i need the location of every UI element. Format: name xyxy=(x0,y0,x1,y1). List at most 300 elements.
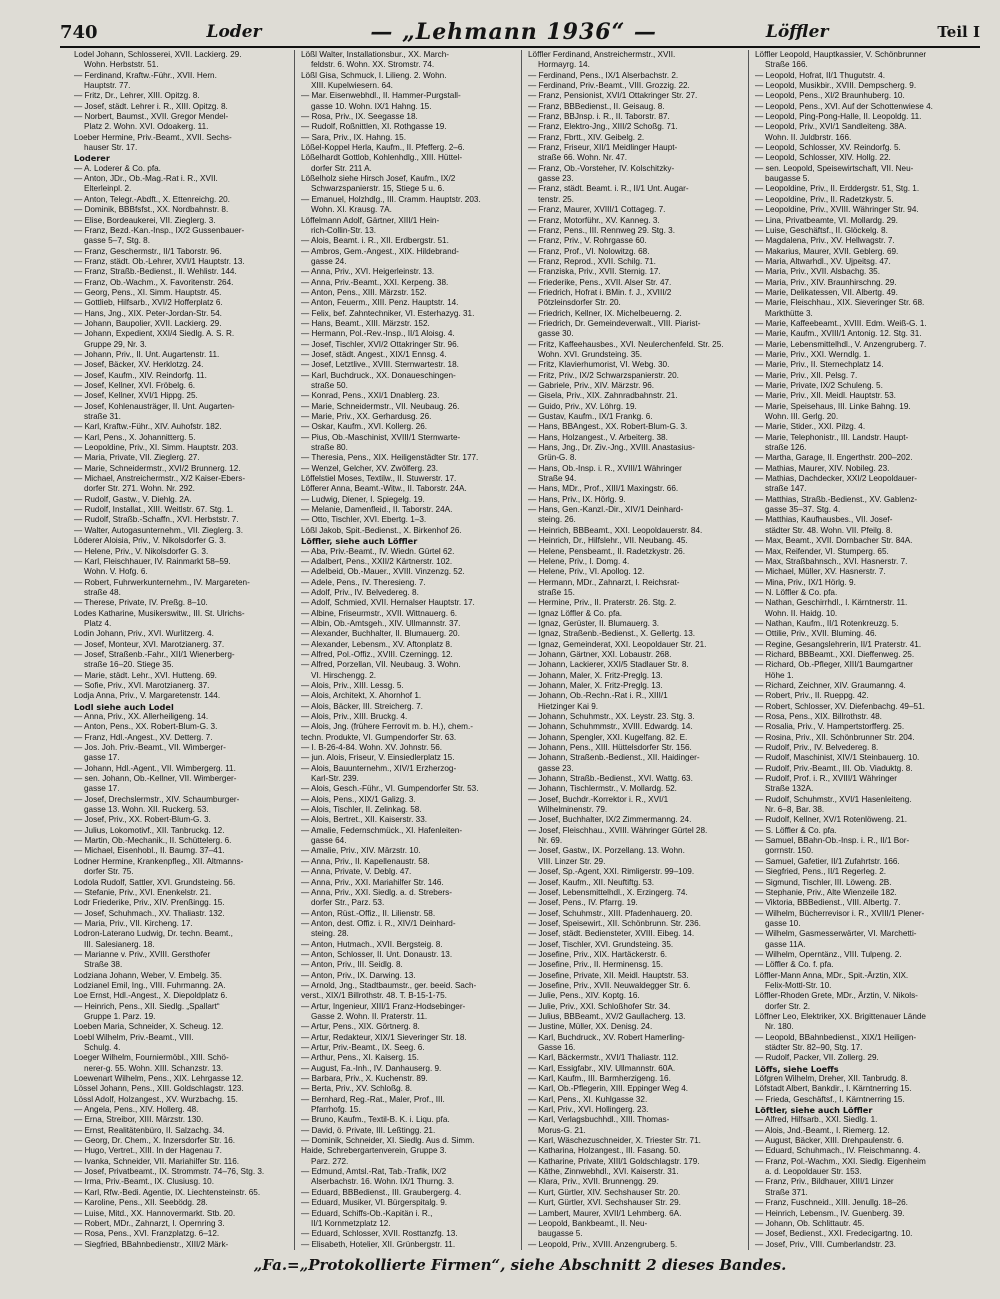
directory-entry-line: — Rudolf, Prof. i. R., XVIII/1 Währinger xyxy=(755,774,897,784)
directory-entry-line: Löderer Aloisia, Priv., V. Nikolsdorfer G. 3. xyxy=(74,536,226,546)
directory-entry-line: — Pius, Ob.-Maschinist, XVIII/1 Sternwarte- xyxy=(301,432,461,442)
directory-entry-line: — Marie, Kaufm., XVIII/1 Antonig. 12. Stg. 31. xyxy=(755,329,922,339)
directory-entry-line: — Leopold, Bankbeamt., II. Neu- xyxy=(528,1218,648,1228)
directory-entry-line: — Viktoria, BBBedienst., VIII. Albertg. 7. xyxy=(755,898,901,908)
directory-entry-line: — Josef, Straßenb.-Fahr., XII/1 Wienerberg- xyxy=(74,649,235,659)
directory-entry-line: — Max, Beamt., XVII. Dornbacher Str. 84A. xyxy=(755,536,913,546)
directory-entry-line: — Leopold, Priv., XVI/1 Sandleiteng. 38A. xyxy=(755,122,907,132)
directory-entry-line: — Alois, Priv., XIII. Bruckg. 4. xyxy=(301,712,408,721)
directory-entry-line: — Konrad, Pens., XXI/1 Dnablerg. 23. xyxy=(301,391,440,401)
directory-entry-line: — Josef, Letztlive., XVIII. Sternwartestr. 18. xyxy=(301,360,459,370)
directory-entry-line: — Irma, Priv.-Beamt., IX. Clusiusg. 10. xyxy=(74,1177,214,1187)
directory-entry-line: — Richard, Ob.-Pfleger, XIII/1 Baumgartner xyxy=(755,660,913,670)
directory-entry-line: — Löffler & Co. f. pfa. xyxy=(755,960,834,970)
directory-entry-line: Straße 94. xyxy=(538,474,577,484)
directory-entry-line: — Josef, Gastw., IX. Porzellang. 13. Wohn. xyxy=(528,846,685,856)
directory-entry-line: — Karl, Kraftw.-Führ., XIV. Auhofstr. 182. xyxy=(74,422,222,432)
directory-entry-line: — Nathan, Geschirrhdl., I. Kärntnerstr. 11. xyxy=(755,598,908,608)
directory-entry-line: — Robert, Priv., II. Rueppg. 42. xyxy=(755,691,869,701)
directory-entry-line: Wilhelminenstr. 79. xyxy=(538,805,608,815)
directory-entry-line: — Matthias, Straßb.-Bedienst., XV. Gablenz- xyxy=(755,494,918,504)
directory-entry-line: gasse 5–7, Stg. 8. xyxy=(84,236,150,246)
directory-entry-line: — Alois, Jng. (frühere Ferrovit m. b. H.), chem.- xyxy=(301,722,473,732)
directory-entry-line: — Franz, Bezd.-Kan.-Insp., IX/2 Gussenbauer- xyxy=(74,225,245,235)
directory-entry-line: Löfgren Wilhelm, Dreher, XII. Tanbrudg. 8. xyxy=(755,1074,908,1084)
directory-entry-line: — Rudolf, Installat., XIII. Weitlstr. 67. Stg. 1. xyxy=(74,505,234,515)
directory-entry-line: — Rosa, Pens., XVI. Franzplatzg. 6–12. xyxy=(74,1229,220,1239)
directory-entry-line: — Gisela, Priv., XIX. Zahnradbahnstr. 21. xyxy=(528,391,678,401)
directory-entry-line: — Karl, Verlagsbuchhdl., XIII. Thomas- xyxy=(528,1115,670,1125)
directory-entry-line: — Josef, Kellner, XVI/1 Hippg. 25. xyxy=(74,391,198,401)
directory-entry-line: straße 31. xyxy=(84,412,121,422)
directory-entry-line: hauser Str. 17. xyxy=(84,143,138,153)
directory-entry-line: — Helene, Pensbeamt., II. Radetzkystr. 26. xyxy=(528,546,686,556)
directory-entry-line: — Sara, Priv., IX. Hahng. 15. xyxy=(301,132,406,142)
directory-entry-line: — Josef, Priv., VIII. Cumberlandstr. 23. xyxy=(755,1239,896,1249)
directory-entry-line: — Josef, Kellner, XVI. Fröbelg. 6. xyxy=(74,381,196,390)
directory-entry-line: — Anton, Priv., IX. Darwing. 13. xyxy=(301,970,416,980)
directory-entry-line: — Ottilie, Priv., XVII. Bluming. 46. xyxy=(755,629,877,639)
directory-entry-line: — Adolf, Schmied, XVII. Hernalser Hauptstr. 17. xyxy=(301,598,475,608)
directory-entry-line: — Regine, Gesangslehrerin, II/1 Praterstr. 41. xyxy=(755,639,922,649)
directory-entry-line: — Hans, BBAngest., XX. Robert-Blum-G. 3. xyxy=(528,422,688,432)
directory-entry-line: — Anna, Private, V. Deblg. 47. xyxy=(301,867,412,877)
directory-entry-line: Lodziana Johann, Weber, V. Embelg. 35. xyxy=(74,970,222,980)
directory-entry-line: — Magdalena, Priv., XV. Hellwagstr. 7. xyxy=(755,236,895,246)
directory-entry-line: Loebl Wilhelm, Priv.-Beamt., VIII. xyxy=(74,1032,194,1042)
directory-entry-line: Wohn. Herbststr. 51. xyxy=(84,60,159,70)
directory-entry-line: a. d. Leopoldauer Str. 153. xyxy=(765,1167,862,1177)
directory-entry-line: Wohn. II. Juldbrstr. 166. xyxy=(765,132,852,142)
directory-entry-line: — Leopoldine, Priv., XVIII. Währinger Str. 94. xyxy=(755,205,919,215)
directory-entry-line: — Franz, Motorführ., XV. Kanneg. 3. xyxy=(528,215,660,225)
directory-entry-line: gasse 64. xyxy=(311,836,347,846)
directory-entry-line: gasse 35–37. Stg. 4. xyxy=(765,505,841,515)
directory-entry-line: — Karl, Essigfabr., XIV. Ullmannstr. 60A. xyxy=(528,1063,676,1073)
directory-entry-line: — Samuel, Gafetier, II/1 Zufahrtstr. 166. xyxy=(755,856,900,866)
directory-entry-line: städter Str. 82–90, Stg. 17. xyxy=(765,1043,863,1052)
directory-entry-line: — Siegfried, BBahnbedienstr., XIII/2 Märk- xyxy=(74,1239,229,1249)
directory-entry-line: — Josef, Fleischhau., XVIII. Währinger Gürtel 28. xyxy=(528,825,708,835)
directory-entry-line: Lodes Katharine, Musikerswitw., III. St. Ulrichs- xyxy=(74,608,245,618)
directory-entry-line: — Hans, Beamt., XIII. Märzstr. 152. xyxy=(301,318,430,328)
directory-entry-line: Gasse 16. xyxy=(538,1043,576,1052)
directory-entry-line: — Franz, Hdl.-Angest., XV. Detterg. 7. xyxy=(74,732,213,742)
directory-entry-line: — Ignaz, Straßenb.-Bedienst., X. Gellertg. 13. xyxy=(528,629,696,639)
directory-entry-line: — Adolf, Priv., IV. Belvedereg. 8. xyxy=(301,587,419,597)
column-1 xyxy=(74,50,295,1250)
directory-entry-line: — Hans, Holzangest., V. Arbeiterg. 38. xyxy=(528,432,668,442)
directory-entry-line: — Alois, Gesch.-Führ., VI. Gumpendorfer Str. 53. xyxy=(301,784,479,794)
directory-entry-line: — Marie, Schneidermstr., XVI/2 Brunnerg. 12. xyxy=(74,463,241,473)
directory-entry-line: gasse 13. Wohn. XII. Ruckerg. 53. xyxy=(84,805,209,815)
directory-entry-line: dorfer Str., Parz. 53. xyxy=(311,898,385,908)
directory-entry-line: Loeger Wilhelm, Fourniermöbl., XIII. Schö- xyxy=(74,1053,229,1063)
directory-entry-line: — Marie, Kaffeebeamt., XVIII. Edm. Weiß-G. 1. xyxy=(755,318,927,328)
directory-entry-line: III. Salesianerg. 18. xyxy=(84,939,155,949)
directory-entry-line: dorfer Str. 211 A. xyxy=(311,163,372,173)
directory-entry-line: — sen. Johann, Ob.-Kellner, VII. Wimberger- xyxy=(74,774,237,784)
directory-entry-line: — Josef, Lebensmittelhdl., X. Erzingerg. 74. xyxy=(528,887,688,897)
directory-entry-line: — Ludwig, Diener, I. Spiegelg. 19. xyxy=(301,494,425,504)
directory-entry-line: — Josef, Buchhalter, IX/2 Zimmermanng. 24. xyxy=(528,815,692,825)
directory-entry-line: — Felix, bef. Zahntechniker, VI. Esterhazyg. 31. xyxy=(301,308,475,318)
directory-entry-line: Nr. 69. xyxy=(538,836,563,846)
directory-entry-line: — Ferdinand, Pens., IX/1 Alserbachstr. 2. xyxy=(528,70,679,80)
directory-entry-line: — Adelbeid, Ob.-Mauer., XVIII. Vinzenzg. 52. xyxy=(301,567,465,577)
directory-entry-line: Lößl Gisa, Schmuck, I. Lilieng. 2. Wohn. xyxy=(301,70,447,80)
directory-entry-line: — Karl, Wäschezuschneider, X. Triester Str. 71. xyxy=(528,1136,701,1146)
directory-entry-line: — Franz, Pens., III. Rennweg 29. Stg. 3. xyxy=(528,225,675,235)
directory-entry-line: — Marie, Priv., XXI. Werndlg. 1. xyxy=(755,349,871,359)
directory-entry-line: straße 48. xyxy=(84,587,121,597)
directory-entry-line: — Karl, Priv., XVI. Hollingerg. 23. xyxy=(528,1105,649,1115)
directory-entry-line: Lößel-Koppel Herla, Kaufm., II. Pfefferg. 2–6. xyxy=(301,143,465,153)
directory-entry-line: — Josefine, Priv., XIX. Hartäckerstr. 6. xyxy=(528,949,668,959)
directory-entry-line: — Karl, Pens., XI. Kuhlgasse 32. xyxy=(528,1094,648,1104)
directory-entry-line: — Hermine, Priv., II. Praterstr. 26. Stg. 2. xyxy=(528,598,677,608)
directory-entry-line: gasse 17. xyxy=(84,784,120,794)
directory-entry-line: Lodola Rudolf, Sattler, XVI. Grundsteing. 56. xyxy=(74,877,236,887)
directory-entry-line: — N. Löffler & Co. pfa. xyxy=(755,587,838,597)
directory-entry-line: — Robert, Fuhrwerkunternehm., IV. Margareten- xyxy=(74,577,250,587)
directory-entry-line: — Bernhard, Reg.-Rat., Maler, Prof., III. xyxy=(301,1094,445,1104)
directory-entry-line: Wohn. V. Hofg. 6. xyxy=(84,567,148,577)
directory-entry-line: — Heinrich, BBBeamt., XXI. Leopoldauerstr. 84. xyxy=(528,525,703,535)
directory-entry-line: XIII. Kupelwiesern. 64. xyxy=(311,81,393,91)
directory-entry-line: — Rudolf, Packer, VII. Zollerg. 29. xyxy=(755,1053,879,1063)
directory-entry-line: — Ivanka, Schneider, VII. Mariahilfer Str. 116. xyxy=(74,1156,240,1166)
directory-entry-line: — Johann, Pens., XIII. Hüttelsdorfer Str. 156. xyxy=(528,743,692,753)
directory-entry-line: — Eduard, Schiffs-Ob.-Kapitän i. R., xyxy=(301,1208,433,1218)
directory-entry-line: Gruppe 29, Nr. 3. xyxy=(84,339,147,349)
directory-entry-line: Wohn. III. Gerlg. 20. xyxy=(765,412,839,422)
directory-entry-line: Lodja Anna, Priv., V. Margaretenstr. 144. xyxy=(74,691,221,701)
directory-entry-line: — Dominik, BBBfsfst., XX. Nordbahnstr. 8. xyxy=(74,205,229,215)
directory-entry-line: straße 66. Wohn. Nr. 47. xyxy=(538,153,628,163)
directory-entry-line: — Anton, Rüst.-Offiz., II. Lilienstr. 58. xyxy=(301,908,436,918)
directory-entry-line: — Samuel, BBahn-Ob.-Insp. i. R., II/1 Bor- xyxy=(755,836,910,846)
directory-entry-line: Markthütte 3. xyxy=(765,308,813,318)
directory-entry-line: — Anna, Priv., II. Kapellenaustr. 58. xyxy=(301,856,430,866)
directory-entry-line: — Siegfried, Pens., II/1 Regerleg. 2. xyxy=(755,867,887,877)
directory-entry-line: — Josef, Kaufm., XII. Neuftiftg. 53. xyxy=(528,877,655,887)
directory-entry-line: — David, ö. Private, III. Leßtingg. 21. xyxy=(301,1125,436,1135)
directory-entry-line: — Karoline, Pens., XII. Seebödg. 28. xyxy=(74,1198,208,1208)
directory-entry-line: Felix-Mottl-Str. 10. xyxy=(765,980,832,990)
directory-entry-line: — Josef, städt. Angest., XIX/1 Ennsg. 4. xyxy=(301,349,447,359)
directory-entry-line: — S. Löffler & Co. pfa. xyxy=(755,825,837,835)
directory-entry-line: — Alois, Priv., XIII. Lessg. 5. xyxy=(301,680,404,690)
directory-entry-line: — Georg, Pens., XI. Simm. Hauptstr. 45. xyxy=(74,287,222,297)
directory-entry-line: — Johann, Straßenb.-Bedienst., XII. Haidinger- xyxy=(528,753,700,763)
directory-entry-line: Lodzianel Emil, Ing., VIII. Fuhrmanng. 2A. xyxy=(74,980,226,990)
directory-entry-line: — Alfred, Hilfsarb., XXI. Siedlg. 1. xyxy=(755,1115,878,1125)
directory-entry-line: — Julius, BBBeamt., XV/2 Gaullacherg. 13. xyxy=(528,1011,686,1021)
directory-entry-line: gorrnstr. 150. xyxy=(765,846,814,856)
directory-entry-line: — Johann, Hdl.-Agent., VII. Wimbergerg. 11. xyxy=(74,763,236,773)
directory-entry-line: — Johann, Ob.-Rechn.-Rat i. R., XIII/1 xyxy=(528,691,668,701)
directory-entry-line: — Ferdinand, Priv.-Beamt., VIII. Grozzig. 22. xyxy=(528,81,690,91)
directory-entry-line: — Marie, Priv., XII. Meidl. Hauptstr. 53. xyxy=(755,391,896,401)
directory-entry-line: — Marie, Schneidermstr., VII. Neubaug. 26. xyxy=(301,401,460,411)
directory-entry-line: — Anna, Priv., XX. Allerheiligeng. 14. xyxy=(74,712,209,721)
directory-entry-line: — Elise, Bordeaukerei, VII. Zieglerg. 3. xyxy=(74,215,216,225)
directory-entry-line: — Heinrich, Pens., XII. Siedlg. „Spallart“ xyxy=(74,1001,220,1011)
directory-entry-line: — Franz, BBJnsp. i. R., II. Taborstr. 87. xyxy=(528,112,670,122)
directory-entry-line: — August, Fa.-Inh., IV. Danhauserg. 9. xyxy=(301,1063,442,1073)
directory-entry-line: — Karl, Buchdruck., XV. Robert Hamerling- xyxy=(528,1032,685,1042)
directory-entry-line: — Eduard, Schlosser, XVII. Rosttanzfg. 13. xyxy=(301,1229,458,1239)
column-2 xyxy=(301,50,522,1250)
directory-entry-line: — Adalbert, Pens., XXII/2 Kärtnerstr. 102. xyxy=(301,556,453,566)
directory-entry-line: — Josef, Tischler, XVI/2 Ottakringer Str. 96. xyxy=(301,339,459,349)
directory-entry-line: — Amalie, Priv., XIV. Märzstr. 10. xyxy=(301,846,421,856)
directory-entry-line: Lössel Johann, Pens., XIII. Goldschlagstr. 123. xyxy=(74,1084,244,1094)
directory-entry-line: — Matthias, Kaufhausbes., VII. Josef- xyxy=(755,515,893,525)
directory-entry-line: — Leopold, Hofrat, II/1 Thugutstr. 4. xyxy=(755,70,886,80)
directory-entry-line: — Maria, Priv., VII. Kircheng. 17. xyxy=(74,918,193,928)
directory-entry-line: — Artur, Pens., XIX. Görtnerg. 8. xyxy=(301,1022,420,1032)
directory-entry-line: — Franz, Friseur, XII/1 Meidlinger Haupt- xyxy=(528,143,678,153)
directory-entry-line: Elterleinpl. 2. xyxy=(84,184,132,194)
directory-entry-line: — Marie, Priv., XII. Pelsg. 7. xyxy=(755,370,858,380)
directory-entry-line: — Alexander, Lebensm., XV. Aftonplatz 8. xyxy=(301,639,453,649)
directory-entry-line: Morus-G. 21. xyxy=(538,1125,586,1135)
directory-entry-line: gasse 30. xyxy=(538,329,574,339)
directory-entry-line: — Johann, Schuhmmstr., XVIII. Edwardg. 14. xyxy=(528,722,693,732)
directory-entry-line: Löffler-Mann Anna, MDr., Spit.-Ärztin, XIX. xyxy=(755,970,909,980)
directory-entry-line: — Makarius, Maurer, XVII. Geblerg. 69. xyxy=(755,246,899,256)
directory-entry-line: Straße 166. xyxy=(765,60,808,70)
directory-entry-line: — Karl, Pens., X. Johannitterg. 5. xyxy=(74,432,196,442)
directory-entry-line: tenstr. 25. xyxy=(538,194,574,204)
directory-entry-line: Karl-Str. 239. xyxy=(311,774,359,784)
directory-entry-line: — Hans, MDr., Prof., XIII/1 Maxingstr. 66. xyxy=(528,484,679,494)
directory-entry-line: — Helene, Priv., VI. Apollog. 12. xyxy=(528,567,645,577)
directory-entry-line: — Walter, Autogasunternehm., VII. Zieglerg. 3. xyxy=(74,525,243,535)
directory-entry-line: — Johann, Baupolier, XVII. Lackierg. 29. xyxy=(74,318,222,328)
directory-entry-line: — Karl, Rfw.-Bedi. Agentie, IX. Liechtensteinstr. 65. xyxy=(74,1187,261,1197)
directory-entry-line: — Josef, städt. Lehrer i. R., XIII. Opitzg. 8. xyxy=(74,101,228,111)
directory-entry-line: — Alois, Pens., XIX/1 Galizg. 3. xyxy=(301,794,416,804)
directory-entry-line: — Marie, Priv., II. Sternechplatz 14. xyxy=(755,360,884,370)
directory-entry-line: — Franz, Geschermstr., II/1 Taborstr. 96. xyxy=(74,246,222,256)
directory-entry-line: Hietzinger Kai 9. xyxy=(538,701,599,711)
directory-entry-line: Loe Ernst, Hdl.-Angest., X. Diepoldplatz 6. xyxy=(74,991,228,1001)
directory-entry-line: — Friedrich, Dr. Gemeindeverwalt., VIII. Piarist- xyxy=(528,318,701,328)
part-label: Teil I xyxy=(937,23,980,41)
directory-entry-line: — Oskar, Kaufm., XVI. Kollerg. 26. xyxy=(301,422,428,432)
directory-entry-line: — Johann, Expedient, XXI/4 Siedlg. A. S. R. xyxy=(74,329,235,339)
directory-entry-line: — Anna, Priv., XVI. Heigerleinstr. 13. xyxy=(301,267,435,277)
directory-entry-line: — Karl, Ob.-Pflegerin, XIII. Eppinger Weg 4. xyxy=(528,1084,689,1094)
directory-entry-line: — Fritz, Klavierhumorist, VI. Webg. 30. xyxy=(528,360,670,370)
directory-entry-line: VI. Hirschengg. 2. xyxy=(311,670,377,680)
directory-entry-line: — Eduard, Schuhmach., IV. Fleischmanng. 4. xyxy=(755,1146,921,1156)
directory-entry-line: Löffelmann Adolf, Gärtner, XIII/1 Hein- xyxy=(301,215,440,225)
directory-entry-line: — Karl, Kaufm., III. Barmherzigeng. 16. xyxy=(528,1074,671,1084)
directory-entry-line: städter Str. 48. Wohn. VII. Pfeilg. 8. xyxy=(765,525,893,535)
directory-entry-line: — Max, Reifender, VI. Stumperg. 65. xyxy=(755,546,889,556)
directory-entry-line: — Mathias, Dachdecker, XXI/2 Leopoldauer- xyxy=(755,474,918,484)
directory-entry-line: — Johann, Tischlermstr., V. Mollardg. 52. xyxy=(528,784,677,794)
directory-entry-line: dorfer Str. 75. xyxy=(84,867,134,877)
directory-entry-line: — Friedrich, Kellner, IX. Michelbeuerng. 2. xyxy=(528,308,682,318)
directory-entry-line: — Franziska, Priv., XVII. Sternig. 17. xyxy=(528,267,661,277)
directory-entry-line: — Julie, Priv., XXI. Schloßhofer Str. 34. xyxy=(528,1001,671,1011)
directory-entry-line: — Ignaz, Gemeinderat, XXI. Leopoldauer Str. 21. xyxy=(528,639,707,649)
directory-entry-line: — Alois, Tischler, II. Zelinkag. 58. xyxy=(301,805,422,815)
directory-entry-line: Lößl Walter, Installationsbur., XX. March- xyxy=(301,50,450,59)
directory-entry-line: — Alois, Architekt, X. Ahornhof 1. xyxy=(301,691,422,701)
directory-entry-line: — Rudolf, Schuhmstr., XVI/1 Hasenleiteng. xyxy=(755,794,912,804)
directory-entry-line: — Aba, Priv.-Beamt., IV. Wiedn. Gürtel 62. xyxy=(301,546,455,556)
directory-entry-line: — Alois, Bauunternehm., XIV/1 Erzherzog- xyxy=(301,763,457,773)
directory-entry-line: — Leopold, Schlosser, XV. Reindorfg. 5. xyxy=(755,143,901,153)
directory-entry-line: — Josef, Privatbeamt., IX. Strommstr. 74–76, Stg. 3. xyxy=(74,1167,265,1177)
directory-entry-line: Pötzleinsdorfer Str. 20. xyxy=(538,298,621,308)
directory-entry-line: — Fritz, Kaffeehausbes., XVI. Neulerchenfeld. Str. 25. xyxy=(528,339,724,349)
directory-entry-line: — Emanuel, Holzhdlg., III. Cramm. Hauptstr. 203. xyxy=(301,194,481,204)
directory-entry-line: Loewenart Wilhelm, Pens., XIX. Lehrgasse 12. xyxy=(74,1074,244,1084)
directory-entry-line: Platz 2. Wohn. XVI. Odoakerg. 11. xyxy=(84,122,209,132)
directory-entry-line: — Hermann, MDr., Zahnarzt, I. Reichsrat- xyxy=(528,577,680,587)
directory-entry-line: — Klara, Priv., XVII. Brunnengg. 29. xyxy=(528,1177,659,1187)
directory-entry-line: Grün-G. 8. xyxy=(538,453,577,463)
directory-entry-line: Lössl Adolf, Holzangest., XV. Wurzbachg. 15. xyxy=(74,1094,238,1104)
directory-entry-line: — Leopold, Priv., XVIII. Anzengruberg. 5. xyxy=(528,1239,678,1249)
directory-entry-line: Straße 132A. xyxy=(765,784,814,794)
directory-entry-line: — Johann, Maler, X. Fritz-Preglg. 13. xyxy=(528,670,663,680)
directory-entry-line: — Maria, Priv., XIV. Braunhirschng. 29. xyxy=(755,277,897,287)
directory-entry-line: — Berta, Priv., XV. Schloßg. 8. xyxy=(301,1084,413,1094)
directory-entry-line: — Leopoldine, Priv., XI. Simm. Hauptstr. 203. xyxy=(74,443,239,453)
directory-entry-line: — Franz, Ob.-Vorsteher, IV. Kolschitzky- xyxy=(528,163,675,173)
publication-title: — „Lehmann 1936“ — xyxy=(370,19,657,45)
directory-entry-line: — Helene, Priv., I. Domg. 4. xyxy=(528,556,630,566)
directory-entry-line: Schwarzspanierstr. 15, Stiege 5 u. 6. xyxy=(311,184,445,194)
directory-entry-line: — Katharina, Holzangest., III. Fasang. 50. xyxy=(528,1146,681,1156)
directory-entry-line: — Fritz, Dr., Lehrer, XIII. Opitzg. 8. xyxy=(74,91,200,101)
directory-entry-line: Lodner Hermine, Krankenpfleg., XII. Altmanns- xyxy=(74,856,244,866)
directory-entry-line: — Anton, JDr., Ob.-Mag.-Rat i. R., XVII. xyxy=(74,174,218,184)
directory-entry-line: — Rudolf, Gastw., V. Diehlg. 2A. xyxy=(74,494,192,504)
directory-entry-line: — Anton, Hutmach., XVII. Bergsteig. 8. xyxy=(301,939,443,949)
directory-entry-line: — Artur, Priv.-Beamt., IX. Seeg. 6. xyxy=(301,1043,425,1052)
directory-entry-line: — Heinrich, Dr., Hilfslehr., VII. Neubang. 45. xyxy=(528,536,688,546)
directory-entry-line: gasse 17. xyxy=(84,753,120,763)
directory-entry-line: — Angela, Pens., XIV. Hollerg. 48. xyxy=(74,1105,199,1115)
directory-entry-line: Höhe 1. xyxy=(765,670,794,680)
directory-entry-line: — Marie, Speisehaus, III. Linke Bahng. 19. xyxy=(755,401,911,411)
directory-entry-line: — Barbara, Priv., X. Kuchenstr. 89. xyxy=(301,1074,428,1084)
directory-entry-line: — Luise, Geschäftsf., II. Glöckelg. 8. xyxy=(755,225,888,235)
directory-entry-line: — Richard, Zeichner, XIV. Graumanng. 4. xyxy=(755,680,906,690)
directory-entry-line: Wohn. II. Haidg. 10. xyxy=(765,608,838,618)
directory-entry-line: — Anna, Priv., XXI. Mariahilfer Str. 146. xyxy=(301,877,444,887)
directory-entry-line: — Luise, Mitd., XX. Hannovermarkt. Stb. 20. xyxy=(74,1208,236,1218)
directory-entry-line: Wohn. XI. Krausg. 7A. xyxy=(311,205,392,215)
directory-entry-line: — Josef, Buchdr.-Korrektor i. R., XVI/1 xyxy=(528,794,669,804)
directory-entry-line: — Rudolf, Kellner, XV/1 Rotenlöweng. 21. xyxy=(755,815,908,825)
directory-entry-line: — Anton, Feuerm., XIII. Penz. Hauptstr. 14. xyxy=(301,298,459,308)
directory-entry-line: — Franz, Pol.-Wachm., XXI. Siedlg. Eigenheim xyxy=(755,1156,926,1166)
directory-entry-line: — Robert, MDr., Zahnarzt, I. Opernring 3. xyxy=(74,1218,225,1228)
directory-entry-line: — Karl, Fleischhauer, IV. Rainmarkt 58–59. xyxy=(74,556,231,566)
directory-entry-line: — August, Bäcker, XIII. Drehpaulenstr. 6. xyxy=(755,1136,904,1146)
directory-entry-line: — Mathias, Maurer, XIV. Nobileg. 23. xyxy=(755,463,890,473)
directory-entry-line: — Gustav, Kaufm., IX/1 Frankg. 6. xyxy=(528,412,653,422)
directory-entry-line: — Franz, Priv., V. Rohrgasse 60. xyxy=(528,236,647,246)
directory-entry-line: — Albin, Ob.-Amtsgeh., XIV. Ullmannstr. 37. xyxy=(301,618,461,628)
directory-entry-line: — A. Loderer & Co. pfa. xyxy=(74,163,161,173)
directory-entry-line: Löffler-Rhoden Grete, MDr., Ärztin, V. Nikols- xyxy=(755,991,918,1001)
directory-entry-line: gasse 10. xyxy=(765,918,801,928)
directory-entry-line: — Johann, Priv., II. Unt. Augartenstr. 11. xyxy=(74,349,220,359)
directory-entry-line: — Leopoldine, Priv., II. Radetzkystr. 5. xyxy=(755,194,894,204)
directory-entry-line: — Ernst, Realitätenbüro, II. Salzachg. 34. xyxy=(74,1125,225,1135)
directory-entry-line: — Alois, Bertret., XII. Kaiserstr. 33. xyxy=(301,815,428,825)
directory-entry-line: — Alfred, Porzellan, VII. Neubaug. 3. Wohn. xyxy=(301,660,461,670)
directory-entry-line: gasse 24. xyxy=(311,256,347,266)
directory-entry-line: — Rudolf, Roßnittlen, XI. Rothgasse 19. xyxy=(301,122,447,132)
directory-entry-line: — Josef, Pens., IV. Pfarrg. 19. xyxy=(528,898,638,908)
directory-entry-line: — sen. Leopold, Speisewirtschaft, VII. Neu- xyxy=(755,163,914,173)
directory-entry-line: — Otto, Tischler, XVI. Ebertg. 1–3. xyxy=(301,515,427,525)
directory-entry-line: Löfferer Anna, Beamt.-Witw., II. Taborstr. 24A. xyxy=(301,484,467,494)
directory-entry-line: Löfstadt Albert, Bankdir., I. Kärntnerring 15. xyxy=(755,1084,912,1094)
directory-entry-line: — Anton, Pens., XX. Robert-Blum-G. 3. xyxy=(74,722,218,732)
directory-entry-line: — Gottlieb, Hilfsarb., XVI/2 Hofferplatz 6. xyxy=(74,298,223,308)
directory-entry-line: — Franz, Fbrtt., XIV. Geibelg. 2. xyxy=(528,132,645,142)
directory-entry-line: — Theresia, Pens., XIX. Heiligenstädter Str. 177. xyxy=(301,453,479,463)
directory-entry-line: — Georg, Dr. Chem., X. Inzersdorfer Str. 16. xyxy=(74,1136,236,1146)
directory-entry-line: — Josef, Sp.-Agent, XXI. Rimligerstr. 99–109. xyxy=(528,867,695,877)
directory-entry-line: — Albine, Friseurmstr., XVII. Wittnauerg. 6. xyxy=(301,608,458,618)
directory-entry-line: — Adele, Pens., IV. Theresieng. 7. xyxy=(301,577,426,587)
directory-entry-line: — Johann, Spengler, XXI. Kugelfang. 82. E. xyxy=(528,732,688,742)
column-3 xyxy=(528,50,749,1250)
directory-entry-line: — Therese, Private, IV. Preßg. 8–10. xyxy=(74,598,208,608)
directory-entry-line: — Josef, Kaufm., XIV. Reindorfg. 11. xyxy=(74,370,207,380)
directory-entry-line: Lodron-Laterano Ludwig, Dr. techn. Beamt., xyxy=(74,929,233,939)
directory-entry-line: — Johann, Ob. Schlittautr. 45. xyxy=(755,1218,865,1228)
directory-entry-line: — Elisabeth, Hotelier, XII. Grünbergstr. 11. xyxy=(301,1239,456,1249)
directory-entry-line: Parz. 272. xyxy=(311,1156,349,1166)
directory-entry-line: Löffler Ferdinand, Anstreichermstr., XVII. xyxy=(528,50,676,59)
directory-entry-line: — Martha, Garage, II. Engerthstr. 200–202. xyxy=(755,453,913,463)
directory-entry-line: — Anton, Telegr.-Abdft., X. Ettenreichg. 20. xyxy=(74,194,230,204)
directory-entry-line: — Erna, Streibor, XIII. Märzstr. 130. xyxy=(74,1115,204,1125)
directory-entry-line: Lößelholz siehe Hirsch Josef, Kaufm., IX/2 xyxy=(301,174,456,184)
directory-entry-line: Löftler, siehe auch Löffler xyxy=(755,1105,873,1116)
directory-entry-line: — Edmund, Amtsl.-Rat, Tab.-Trafik, IX/2 xyxy=(301,1167,447,1177)
directory-entry-line: — Norbert, Baumst., XVII. Gregor Mendel- xyxy=(74,112,229,122)
directory-entry-line: — Hans, Jng., Dr. Ziv.-Jng., XVIII. Anastasius- xyxy=(528,443,695,453)
directory-entry-line: — Eduard, Musiker, VI. Bürgerspitalg. 9. xyxy=(301,1198,448,1208)
directory-entry-line: — Franz, städt. Beamt. i. R., II/1 Unt. Augar- xyxy=(528,184,689,194)
directory-entry-line: — Karl, Bäckermstr., XVI/1 Thaliastr. 112. xyxy=(528,1053,679,1063)
directory-entry-line: Straße 371. xyxy=(765,1187,808,1197)
directory-entry-line: VIII. Linzer Str. 29. xyxy=(538,856,606,866)
directory-entry-line: — Anton, Pens., XIII. Märzstr. 152. xyxy=(301,287,427,297)
directory-entry-line: — Josef, Bedienst., XXI. Fredecigartng. 10. xyxy=(755,1229,913,1239)
directory-entry-line: steing. 28. xyxy=(311,929,349,939)
directory-entry-line: — Rosalia, Priv., V. Hampertstorfferg. 25. xyxy=(755,722,905,732)
directory-entry-line: — Ignaz, Gerüster, II. Blumauerg. 3. xyxy=(528,618,660,628)
directory-entry-line: Platz 4. xyxy=(84,618,112,628)
